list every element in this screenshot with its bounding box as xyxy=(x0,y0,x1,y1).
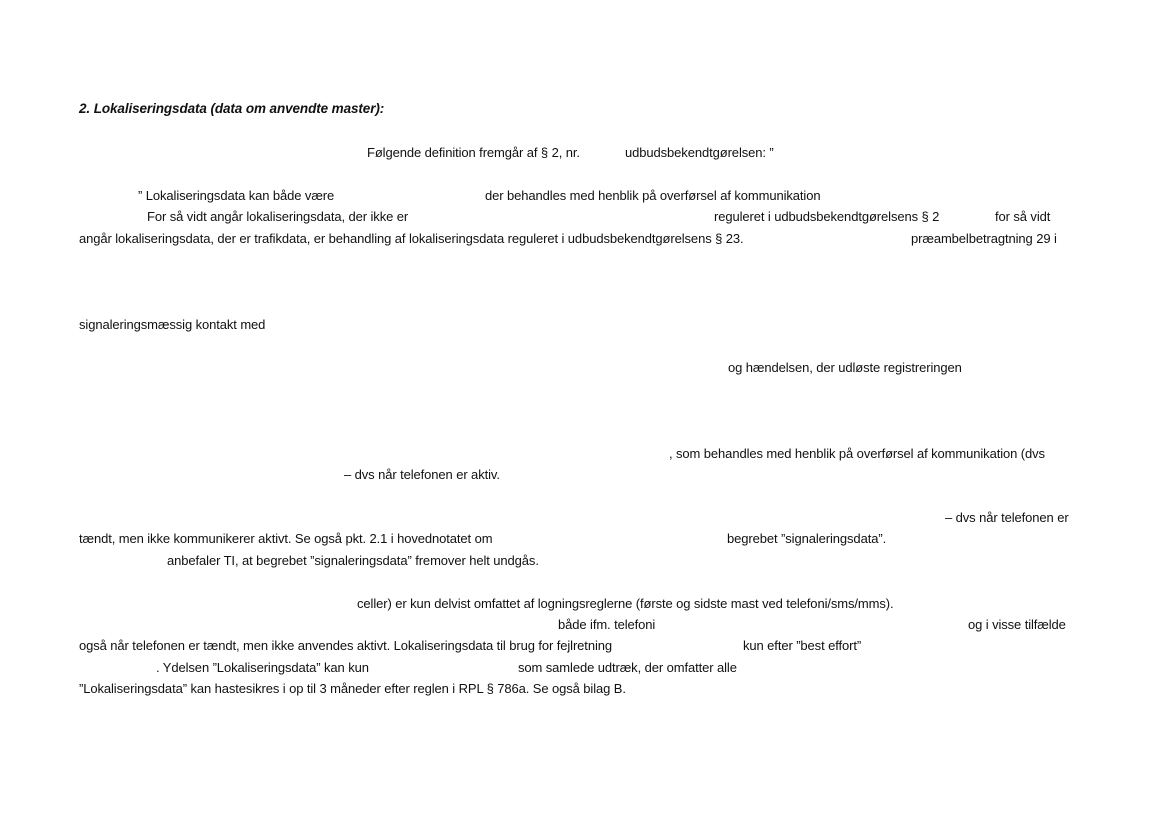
text-line: reguleret i udbudsbekendtgørelsens § 2 xyxy=(714,209,940,224)
text-line: – dvs når telefonen er xyxy=(945,510,1069,525)
text-line: og hændelsen, der udløste registreringen xyxy=(728,360,962,375)
text-line: celler) er kun delvist omfattet af logningsreglerne (første og sidste mast ved telefoni/sms/mms). xyxy=(357,596,894,611)
text-line: begrebet ”signaleringsdata”. xyxy=(727,531,887,546)
text-line: præambelbetragtning 29 i xyxy=(911,231,1057,246)
text-line: – dvs når telefonen er aktiv. xyxy=(344,467,500,482)
text-line: kun efter ”best effort” xyxy=(743,638,862,653)
text-line: For så vidt angår lokaliseringsdata, der ikke er xyxy=(147,209,409,224)
text-line: som samlede udtræk, der omfatter alle xyxy=(518,660,737,675)
text-line: for så vidt xyxy=(995,209,1051,224)
text-line: anbefaler TI, at begrebet ”signaleringsdata” fremover helt undgås. xyxy=(167,553,539,568)
text-line: . Ydelsen ”Lokaliseringsdata” kan kun xyxy=(156,660,369,675)
text-line: , som behandles med henblik på overførsel af kommunikation (dvs xyxy=(669,446,1045,461)
text-line: også når telefonen er tændt, men ikke anvendes aktivt. Lokaliseringsdata til brug for fejlretning xyxy=(79,638,613,653)
text-line: der behandles med henblik på overførsel af kommunikation xyxy=(485,188,821,203)
text-line: Følgende definition fremgår af § 2, nr. xyxy=(367,145,580,160)
text-line: angår lokaliseringsdata, der er trafikdata, er behandling af lokaliseringsdata reguleret i udbudsbekendtgørelsens § 23. xyxy=(79,231,744,246)
text-line: ” Lokaliseringsdata kan både være xyxy=(138,188,335,203)
text-line: og i visse tilfælde xyxy=(968,617,1066,632)
text-line: tændt, men ikke kommunikerer aktivt. Se også pkt. 2.1 i hovednotatet om xyxy=(79,531,493,546)
section-heading: 2. Lokaliseringsdata (data om anvendte master): xyxy=(79,101,385,116)
text-line: udbudsbekendtgørelsen: ” xyxy=(625,145,774,160)
text-line: signaleringsmæssig kontakt med xyxy=(79,317,266,332)
text-line: både ifm. telefoni xyxy=(558,617,656,632)
text-line: ”Lokaliseringsdata” kan hastesikres i op til 3 måneder efter reglen i RPL § 786a. Se også bilag B. xyxy=(79,681,626,696)
